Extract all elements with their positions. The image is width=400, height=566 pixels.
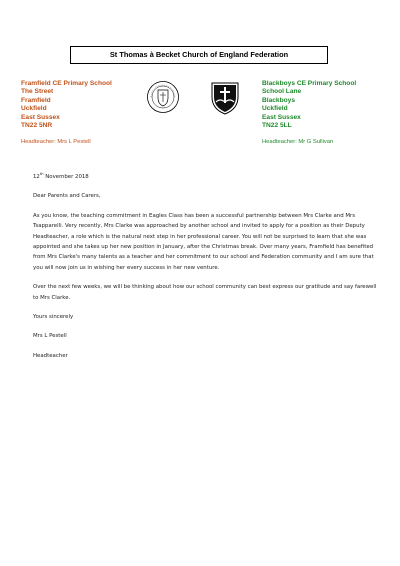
- framfield-school-crest-icon: [146, 80, 180, 114]
- paragraph: Over the next few weeks, we will be thinking about how our school community can best express our gratitude and say farewell to Mrs Clarke.: [33, 284, 377, 301]
- federation-title: St Thomas à Becket Church of England Federation: [70, 46, 328, 64]
- blackboys-school-crest-icon: [210, 80, 240, 116]
- closing: Yours sincerely: [33, 314, 74, 321]
- school-name: Blackboys CE Primary School: [262, 80, 357, 87]
- address-line: Blackboys: [262, 96, 295, 104]
- blackboys-school-address: [262, 80, 356, 130]
- date-day: 12: [33, 174, 40, 180]
- address-line: Framfield: [21, 96, 51, 104]
- headteacher-blackboys: Headteacher: Mr G Sullivan: [262, 139, 334, 145]
- address-line: Uckfield: [21, 105, 47, 113]
- letter-date: [33, 172, 378, 182]
- signatory: Mrs L Pestell: [33, 333, 67, 340]
- address-line: TN22 5LL: [262, 122, 292, 130]
- school-name: Framfield CE Primary School: [21, 80, 112, 87]
- signatory-role: Headteacher: [33, 352, 68, 359]
- salutation: Dear Parents and Carers,: [33, 193, 101, 200]
- date-suffix: th: [39, 172, 44, 176]
- headteacher-framfield: Headteacher: Mrs L Pestell: [21, 139, 91, 145]
- address-line: East Sussex: [262, 113, 301, 121]
- address-line: Uckfield: [262, 105, 288, 113]
- paragraph: As you know, the teaching commitment in Eagles Class has been a successful partnership between Mrs Clarke and Mrs Tsapparelli. Very recently, Mrs Clarke was approached by another school and invited to apply for a position as their Deputy Headteacher, a role which is the natural next step in her professional career. You will not be surprised to learn that she was appointed and she takes up her new position in January, after the Christmas break. Over many years, Framfield has benefited from Mrs Clarke's many talents as a teacher and her commitment to our school and Federation community and I am sure that you will now join us in wishing her every success in her new venture.: [33, 212, 374, 271]
- address-line: TN22 5NR: [21, 122, 53, 130]
- address-line: The Street: [21, 88, 54, 96]
- letter-body: [33, 172, 378, 370]
- date-rest: November 2018: [43, 174, 89, 180]
- address-line: School Lane: [262, 88, 302, 96]
- framfield-school-address: [21, 80, 112, 130]
- address-line: East Sussex: [21, 113, 60, 121]
